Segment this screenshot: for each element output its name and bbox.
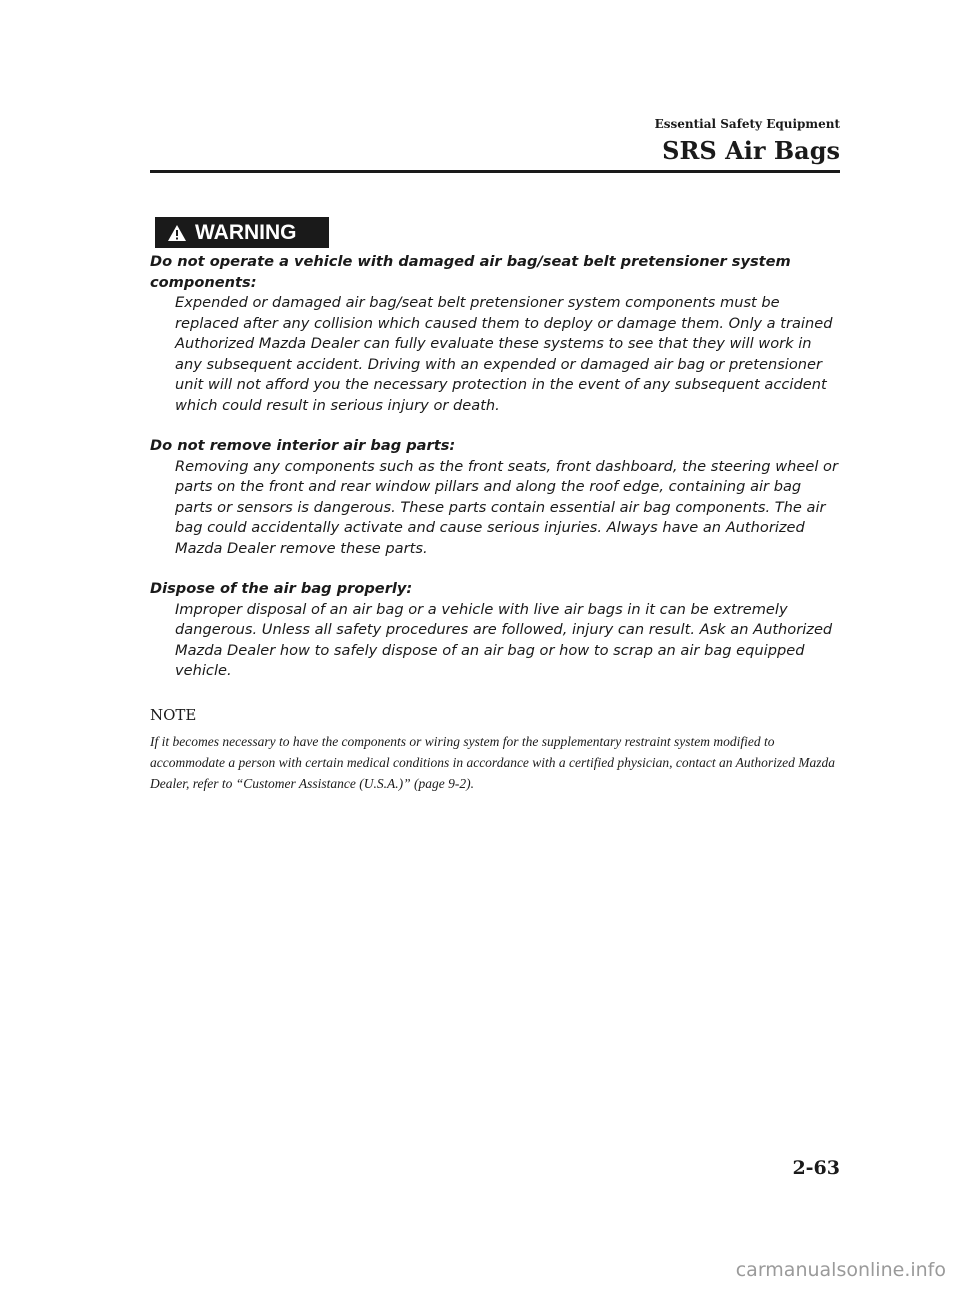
section-title: Essential Safety Equipment — [654, 117, 840, 131]
warning-item — [150, 436, 840, 559]
warning-item — [150, 579, 840, 682]
page-number: 2-63 — [792, 1157, 840, 1179]
warning-item-heading: Dispose of the air bag properly: — [150, 580, 413, 597]
warning-item — [150, 252, 840, 416]
warning-content — [150, 252, 840, 702]
warning-item-body: Removing any components such as the front seats, front dashboard, the steering wheel or parts on the front and rear window pillars and along the roof edge, containing air bag parts or sensors is dangerous. These parts contain essential air bag components. The air bag could accidentally activate and cause serious injuries. Always have an Authorized Mazda Dealer remove these parts. — [175, 457, 838, 557]
warning-item-body: Improper disposal of an air bag or a vehicle with live air bags in it can be extremely dangerous. Unless all safety procedures are followed, injury can result. Ask an Authorized Mazda Dealer how to safely dispose of an air bag or how to scrap an air bag equipped vehicle. — [175, 600, 833, 679]
page-title: SRS Air Bags — [662, 136, 840, 165]
header-divider — [150, 170, 840, 173]
note-title: NOTE — [150, 706, 197, 724]
exclamation-triangle-icon — [167, 224, 187, 242]
warning-item-heading: Do not remove interior air bag parts: — [150, 437, 456, 454]
warning-item-body: Expended or damaged air bag/seat belt pretensioner system components must be replaced after any collision which caused them to deploy or damage them. Only a trained Authorized Mazda Dealer can fully evaluate these systems to see that they will work in any subsequent accident. Driving with an expended or damaged air bag or pretensioner unit will not afford you the necessary protection in the event of any subsequent accident which could result in serious injury or death. — [175, 294, 833, 414]
note-text: If it becomes necessary to have the components or wiring system for the supplementary restraint system modified to accommodate a person with certain medical conditions in accordance with a certified physician, contact an Authorized Mazda Dealer, refer to “Customer Assistance (U.S.A.)” (page 9-2). — [150, 734, 836, 791]
warning-badge — [155, 217, 329, 248]
warning-item-heading: Do not operate a vehicle with damaged air bag/seat belt pretensioner system components: — [150, 253, 791, 291]
warning-label: WARNING — [195, 220, 297, 244]
watermark: carmanualsonline.info — [735, 1259, 946, 1281]
